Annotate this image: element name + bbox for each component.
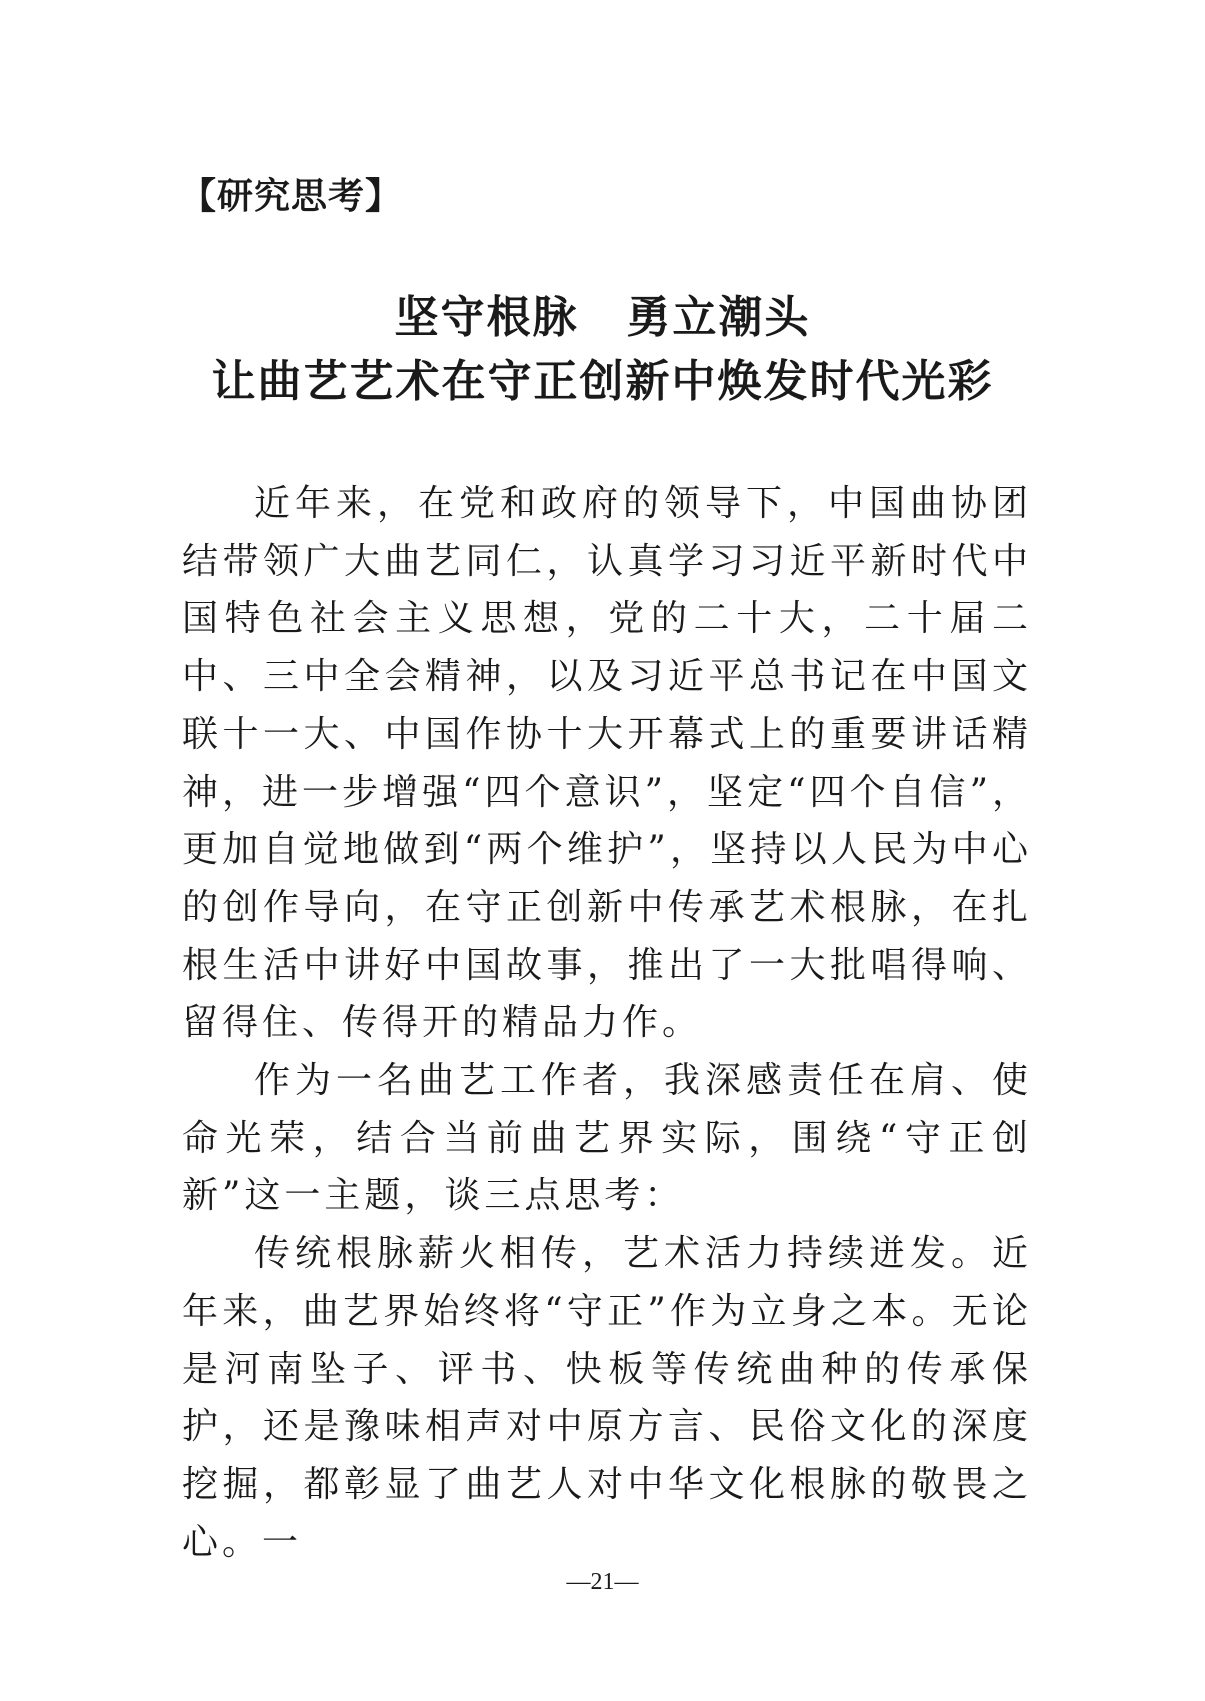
section-tag: 【研究思考】	[180, 176, 403, 217]
title-part-1: 坚守根脉	[394, 292, 579, 343]
title-part-2: 勇立潮头	[626, 292, 811, 343]
paragraph-1: 近年来，在党和政府的领导下，中国曲协团结带领广大曲艺同仁，认真学习习近平新时代中国特色社会主义思想，党的二十大，二十届二中、三中全会精神，以及习近平总书记在中国文联十一大、中国作协十大开幕式上的重要讲话精神，进一步增强“四个意识”，坚定“四个自信”，更加自觉地做到“两个维护”，坚持以人民为中心的创作导向，在守正创新中传承艺术根脉，在扎根生活中讲好中国故事，推出了一大批唱得响、留得住、传得开的精品力作。	[182, 483, 1032, 1044]
article-body	[182, 475, 1032, 1571]
paragraph-2: 作为一名曲艺工作者，我深感责任在肩、使命光荣，结合当前曲艺界实际，围绕“守正创新”这一主题，谈三点思考：	[182, 1060, 1032, 1217]
article-title-line-1	[0, 288, 1205, 348]
paragraph-3: 传统根脉薪火相传，艺术活力持续迸发。近年来，曲艺界始终将“守正”作为立身之本。无论是河南坠子、评书、快板等传统曲种的传承保护，还是豫味相声对中原方言、民俗文化的深度挖掘，都彰显了曲艺人对中华文化根脉的敬畏之心。一	[182, 1233, 1032, 1563]
page-number: —21—	[566, 1569, 639, 1595]
article-title-line-2: 让曲艺艺术在守正创新中焕发时代光彩	[211, 356, 994, 407]
